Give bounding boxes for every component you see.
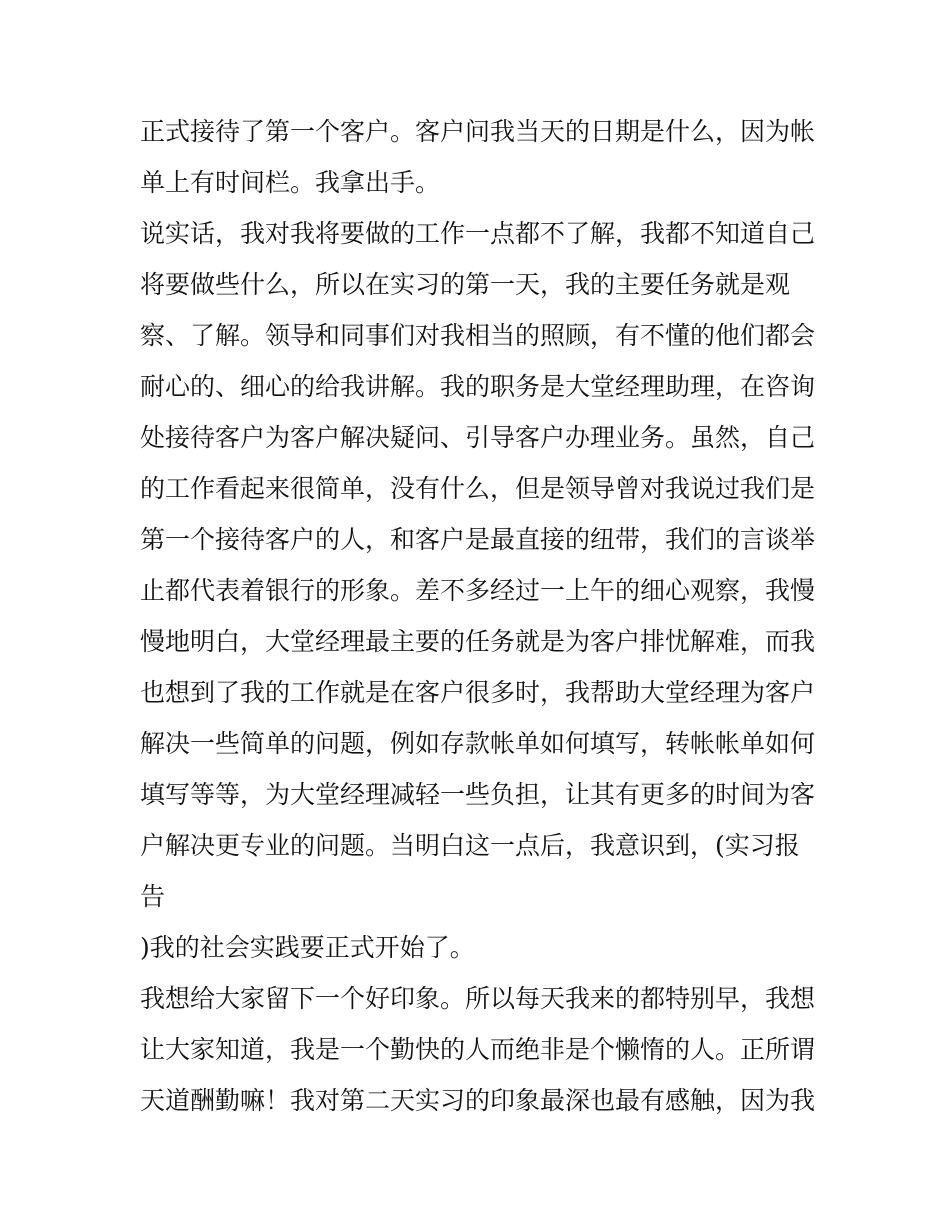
text-line: 告 [140,882,166,911]
text-line: 的工作看起来很简单，没有什么，但是领导曾对我说过我们是 [140,474,816,503]
text-line: 让大家知道，我是一个勤快的人而绝非是个懒惰的人。正所谓 [140,1035,816,1064]
text-line: 将要做些什么，所以在实习的第一天，我的主要任务就是观 [140,270,791,299]
text-line: 止都代表着银行的形象。差不多经过一上午的细心观察，我慢 [140,576,816,605]
text-line: 也想到了我的工作就是在客户很多时，我帮助大堂经理为客户 [140,678,816,707]
text-line: 填写等等，为大堂经理减轻一些负担，让其有更多的时间为客 [140,780,816,809]
text-line: )我的社会实践要正式开始了。 [140,933,475,962]
body-text [140,106,820,1126]
text-line: 慢地明白，大堂经理最主要的任务就是为客户排忧解难，而我 [140,627,816,656]
text-line: 单上有时间栏。我拿出手。 [140,168,441,197]
text-line: 耐心的、细心的给我讲解。我的职务是大堂经理助理，在咨询 [140,372,816,401]
text-line: 第一个接待客户的人，和客户是最直接的纽带，我们的言谈举 [140,525,816,554]
text-line: 户解决更专业的问题。当明白这一点后，我意识到，(实习报 [140,831,800,860]
text-line: 解决一些简单的问题，例如存款帐单如何填写，转帐帐单如何 [140,729,816,758]
text-line: 说实话，我对我将要做的工作一点都不了解，我都不知道自己 [140,219,816,248]
text-line: 正式接待了第一个客户。客户问我当天的日期是什么，因为帐 [140,117,816,146]
text-line: 处接待客户为客户解决疑问、引导客户办理业务。虽然，自己 [140,423,816,452]
text-line: 察、了解。领导和同事们对我相当的照顾，有不懂的他们都会 [140,321,816,350]
text-line: 天道酬勤嘛！我对第二天实习的印象最深也最有感触，因为我 [140,1086,816,1115]
text-line: 我想给大家留下一个好印象。所以每天我来的都特别早，我想 [140,984,816,1013]
